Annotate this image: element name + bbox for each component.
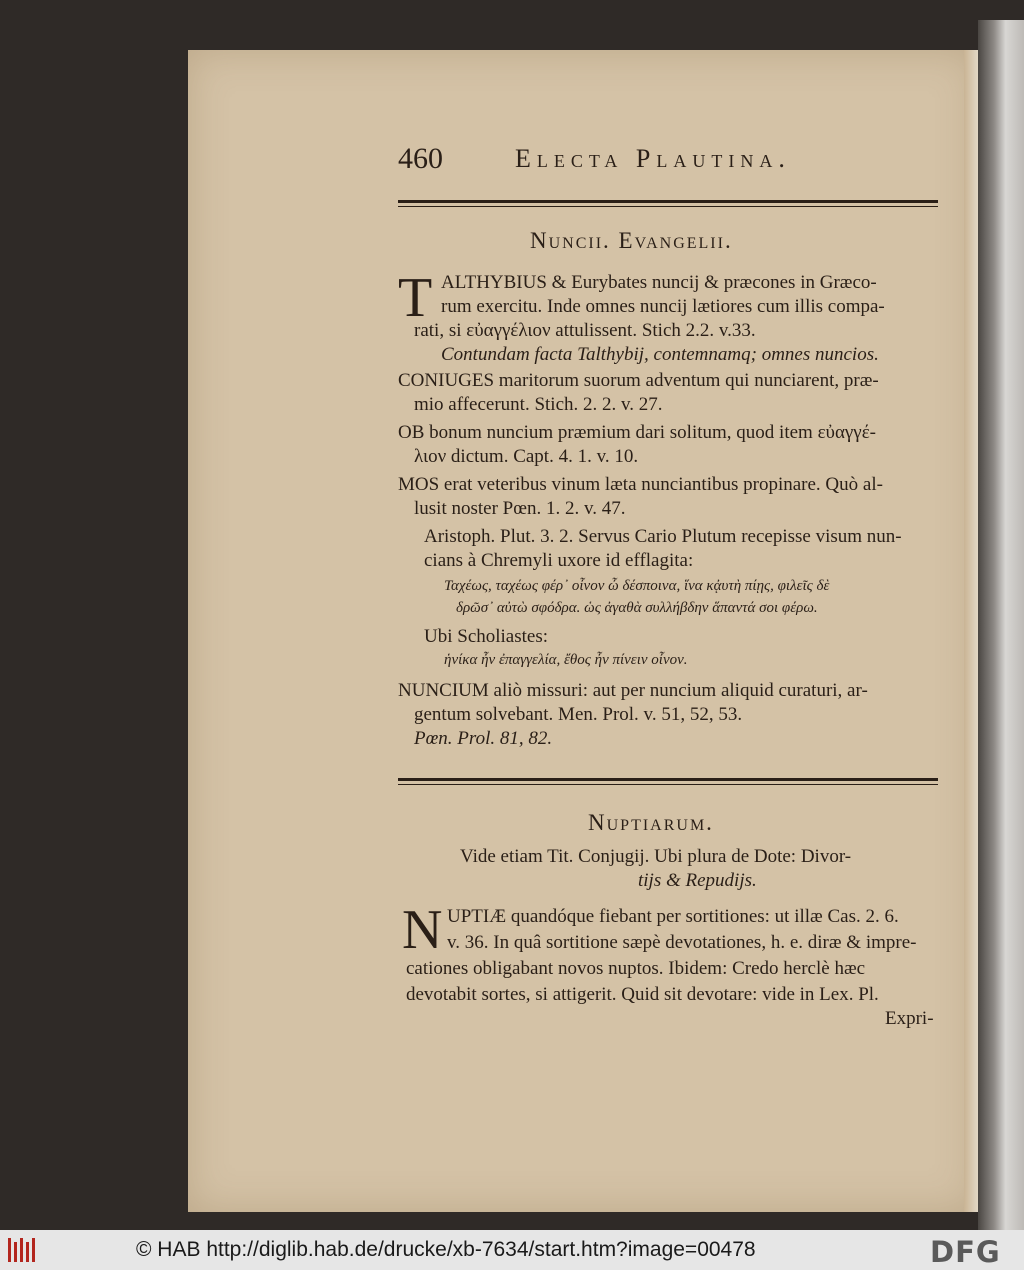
page-edge	[964, 50, 978, 1212]
section-rule	[398, 778, 938, 781]
header-rule	[398, 200, 938, 203]
dfg-logo: DFG	[930, 1235, 1001, 1269]
text-line: v. 36. In quâ sortitione sæpè devotationes, h. e. diræ & impre-	[447, 932, 917, 953]
section-rule-thin	[398, 784, 938, 785]
subtitle-line: tijs & Repudijs.	[638, 870, 757, 891]
text-line: cationes obligabant novos nuptos. Ibidem: Credo herclè hæc	[406, 958, 866, 979]
text-line-quote: Contundam facta Talthybij, contemnamq; omnes nuncios.	[441, 344, 879, 365]
section-title-nuncii: Nuncii. Evangelii.	[530, 228, 733, 253]
text-line: ALTHYBIUS & Eurybates nuncij & præcones in Græco-	[441, 272, 877, 293]
text-line: MOS erat veteribus vinum læta nunciantibus propinare. Quò al-	[398, 474, 883, 495]
page-number: 460	[398, 142, 443, 175]
book-page	[188, 50, 976, 1212]
greek-line: ἡνίκα ἦν ἐπαγγελία, ἔθος ἦν πίνειν οἶνον.	[444, 652, 688, 668]
text-line: devotabit sortes, si attigerit. Quid sit devotare: vide in Lex. Pl.	[406, 984, 879, 1005]
section-title-nuptiarum: Nuptiarum.	[588, 810, 714, 835]
text-line: rati, si εὐαγγέλιον attulissent. Stich 2.2. v.33.	[414, 320, 756, 341]
greek-line: Ταχέως, ταχέως φέρ᾽ οἶνον ὦ δέσποινα, ἵνα κᾀυτὴ πίῃς, φιλεῖς δὲ	[444, 578, 830, 594]
running-title: Electa Plautina.	[515, 144, 791, 173]
scanner-edge	[978, 20, 1024, 1230]
text-line: lusit noster Pœn. 1. 2. v. 47.	[414, 498, 626, 519]
text-line: gentum solvebant. Men. Prol. v. 51, 52, 53.	[414, 704, 743, 725]
copyright-url[interactable]: © HAB http://diglib.hab.de/drucke/xb-7634/start.htm?image=00478	[136, 1238, 756, 1261]
greek-line: δρῶσ᾽ αὐτὼ σφόδρα. ὡς ἀγαθὰ συλλήβδην ἅπαντά σοι φέρω.	[456, 600, 818, 616]
dropcap-n: N	[402, 899, 443, 961]
text-line: Pœn. Prol. 81, 82.	[414, 728, 553, 749]
text-line: mio affecerunt. Stich. 2. 2. v. 27.	[414, 394, 663, 415]
hab-logo-icon	[6, 1234, 40, 1266]
text-line: NUNCIUM aliò missuri: aut per nuncium aliquid curaturi, ar-	[398, 680, 868, 701]
dropcap-t: T	[398, 267, 433, 329]
catchword: Expri-	[885, 1008, 934, 1029]
text-line: λιον dictum. Capt. 4. 1. v. 10.	[414, 446, 639, 467]
text-line: OB bonum nuncium præmium dari solitum, quod item εὐαγγέ-	[398, 422, 877, 443]
text-line: rum exercitu. Inde omnes nuncij lætiores cum illis compa-	[441, 296, 885, 317]
text-line: CONIUGES maritorum suorum adventum qui nunciarent, præ-	[398, 370, 879, 391]
text-line: UPTIÆ quandóque fiebant per sortitiones: ut illæ Cas. 2. 6.	[447, 906, 899, 927]
header-rule-thin	[398, 206, 938, 207]
text-line: Ubi Scholiastes:	[424, 626, 549, 647]
subtitle-line: Vide etiam Tit. Conjugij. Ubi plura de Dote: Divor-	[460, 846, 852, 867]
text-line: Aristoph. Plut. 3. 2. Servus Cario Plutum recepisse visum nun-	[424, 526, 902, 547]
text-line: cians à Chremyli uxore id efflagita:	[424, 550, 694, 571]
